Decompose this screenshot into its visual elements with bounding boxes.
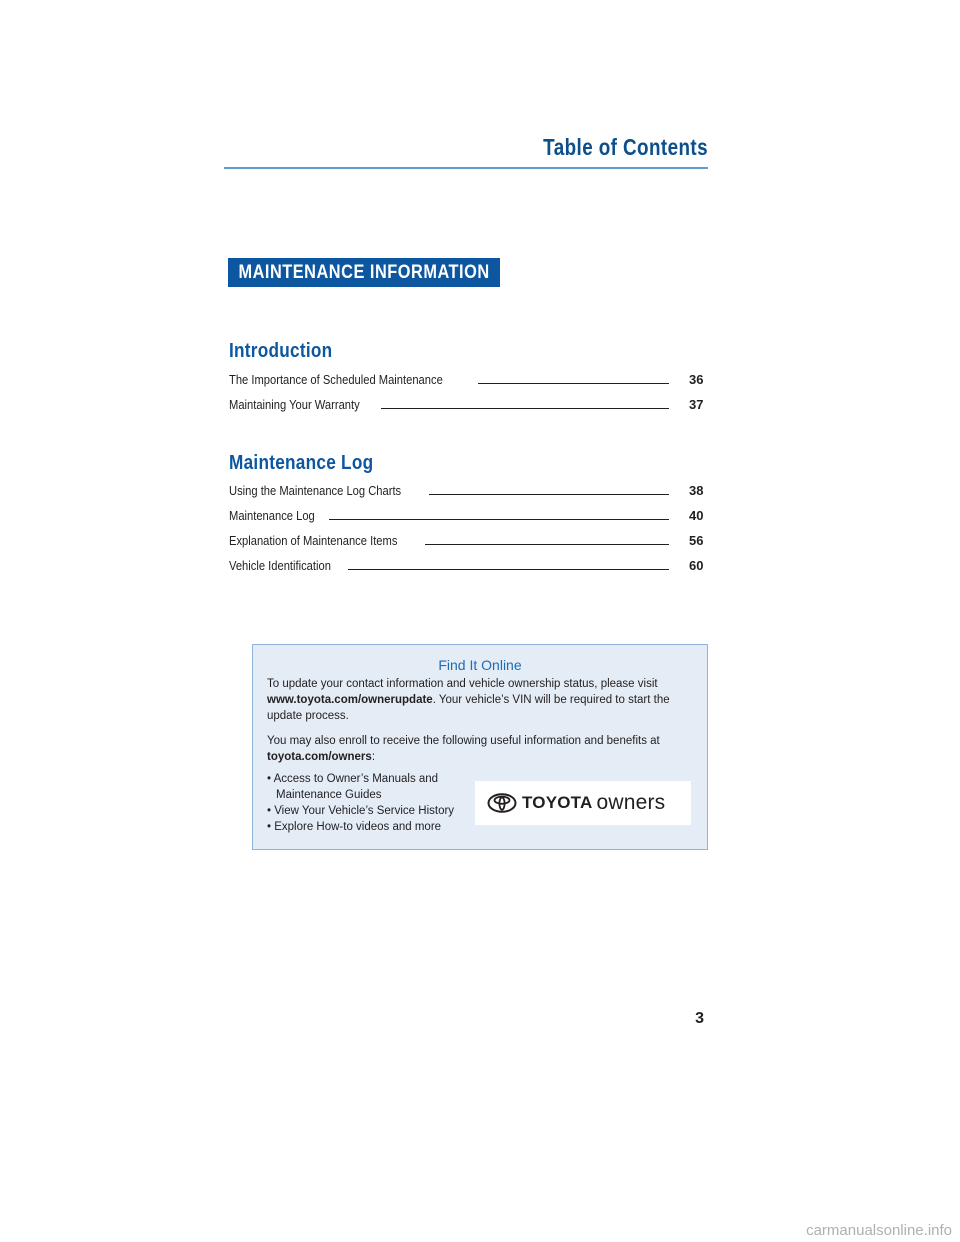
- update-text-end: . Your vehicle’s VIN will be required to start the update process.: [267, 694, 670, 722]
- toc-entry[interactable]: [229, 555, 703, 573]
- enroll-text: You may also enroll to receive the following useful information and benefits at: [267, 735, 660, 747]
- ownerupdate-link[interactable]: www.toyota.com/ownerupdate: [267, 694, 433, 706]
- toc-entry[interactable]: [229, 480, 703, 498]
- toc-entry-page: 60: [689, 558, 704, 573]
- toc-entry-label: Maintaining Your Warranty: [229, 397, 360, 412]
- toc-entry-page: 56: [689, 533, 704, 548]
- toc-entry-label: Using the Maintenance Log Charts: [229, 483, 402, 498]
- toc-leader: [429, 494, 669, 495]
- toc-entry[interactable]: [229, 369, 703, 387]
- toc-leader: [348, 569, 669, 570]
- toc-entry-label: Explanation of Maintenance Items: [229, 533, 398, 548]
- toc-entry-page: 36: [689, 372, 704, 387]
- header-divider: [224, 167, 708, 169]
- benefits-list: [267, 771, 477, 835]
- group-title-introduction: Introduction: [229, 340, 333, 362]
- toc-entry-page: 40: [689, 508, 704, 523]
- logo-owners-text: owners: [596, 791, 666, 814]
- watermark: carmanualsonline.info: [806, 1222, 952, 1239]
- toyota-owners-logo: [475, 781, 691, 825]
- page-number: 3: [695, 1010, 704, 1027]
- toc-entry-label: The Importance of Scheduled Maintenance: [229, 372, 443, 387]
- toc-leader: [425, 544, 669, 545]
- toc-leader: [478, 383, 669, 384]
- owners-link[interactable]: toyota.com/owners: [267, 751, 372, 763]
- toc-leader: [329, 519, 669, 520]
- toc-entry-label: Maintenance Log: [229, 508, 315, 523]
- list-item: • Access to Owner’s Manuals and Maintenance Guides: [267, 773, 439, 801]
- list-item: • View Your Vehicle’s Service History: [267, 805, 455, 817]
- section-banner-label: MAINTENANCE INFORMATION: [238, 261, 490, 283]
- toc-entry[interactable]: [229, 394, 703, 412]
- find-it-online-box: [252, 644, 708, 850]
- section-banner: [228, 258, 500, 287]
- find-it-online-title: Find It Online: [438, 657, 522, 673]
- list-item: • Explore How-to videos and more: [267, 821, 442, 833]
- toc-entry-label: Vehicle Identification: [229, 558, 331, 573]
- update-text: To update your contact information and vehicle ownership status, please visit: [267, 678, 658, 690]
- update-paragraph: [267, 676, 697, 724]
- toc-entry[interactable]: [229, 505, 703, 523]
- group-title-maintenance-log: Maintenance Log: [229, 452, 374, 474]
- toyota-emblem-icon: [487, 793, 517, 813]
- toc-leader: [381, 408, 669, 409]
- toc-entry[interactable]: [229, 530, 703, 548]
- enroll-paragraph: [267, 733, 697, 765]
- toc-entry-page: 38: [689, 483, 704, 498]
- page-title: Table of Contents: [543, 134, 708, 160]
- enroll-text-end: :: [371, 751, 376, 763]
- toc-entry-page: 37: [689, 397, 704, 412]
- logo-brand-text: TOYOTA: [522, 793, 593, 812]
